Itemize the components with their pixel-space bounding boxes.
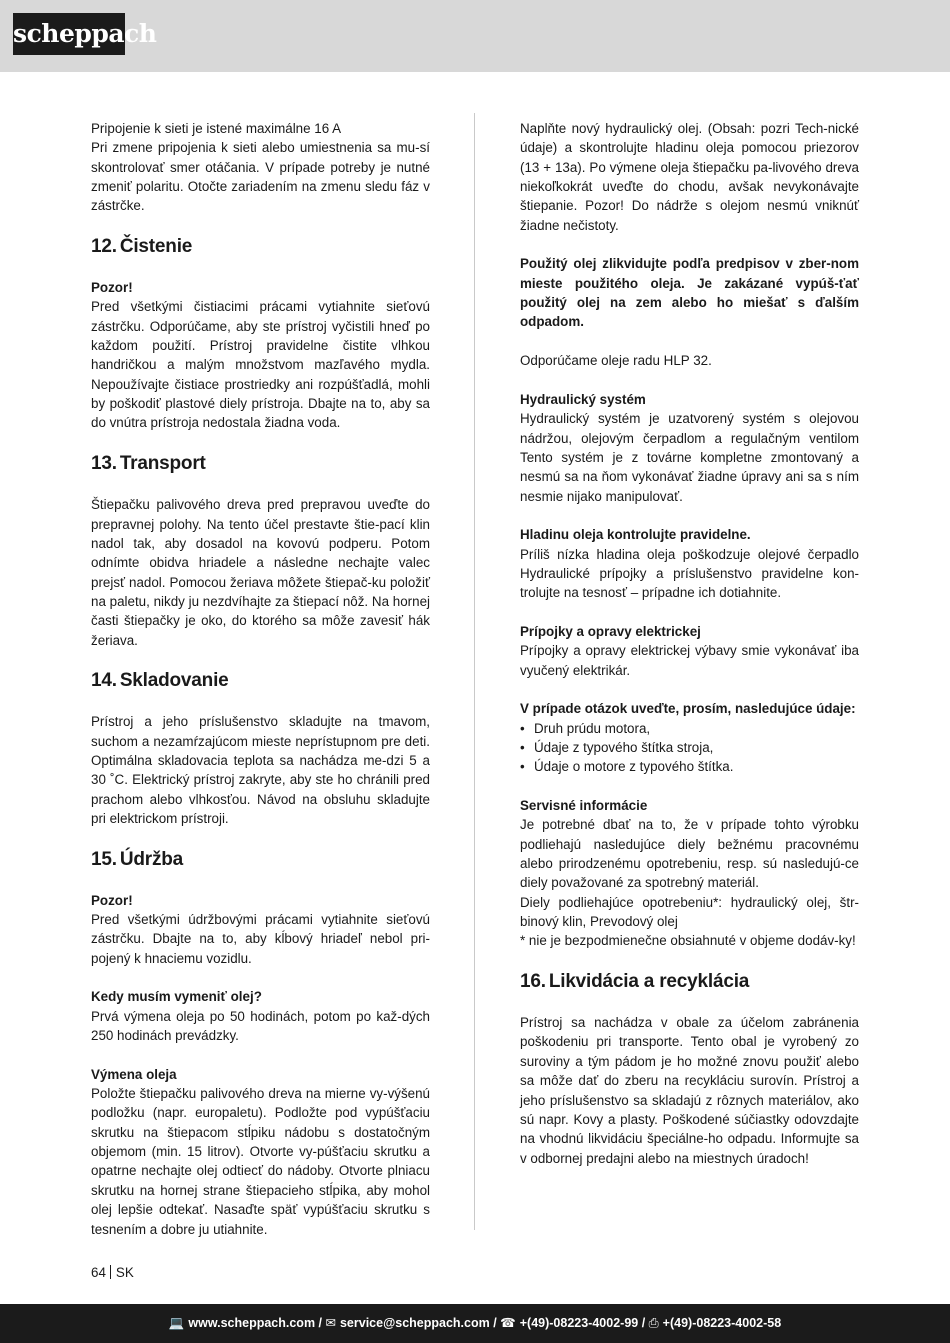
caution-label: Pozor! [91,280,133,296]
scheppach-logo: scheppach [13,13,125,55]
maintenance-text: Pred všetkými údržbovými prácami vytiahnite sieťovú zástrčku. Dbajte na to, aby kĺbový hriadeľ nebol pri-pojený k hnaciemu vozidlu. [91,912,430,966]
section-title: Transport [119,453,206,475]
page-number-value: 64 [91,1265,106,1280]
page-number-divider [110,1265,111,1279]
phone-icon: ☎ [500,1316,516,1330]
section-number: 13. [91,453,117,475]
caution-label: Pozor! [91,892,133,908]
section-title: Čistenie [119,236,193,258]
language-code: SK [115,1265,134,1280]
list-item: • Údaje o motore z typového štítka. [520,757,859,776]
footer-website: www.scheppach.com [188,1316,316,1330]
questions-label: V prípade otázok uveďte, prosím, nasledujúce údaje: [520,701,856,717]
column-divider [474,113,475,1230]
section-title: Údržba [119,848,184,870]
questions-list [520,719,859,777]
hydraulic-system-label: Hydraulický systém [520,391,646,407]
section-number: 12. [91,236,117,258]
electrical-label: Prípojky a opravy elektrickej [520,623,701,639]
list-item: • Druh prúdu motora, [520,719,859,738]
left-column [91,119,430,1239]
email-icon: ✉ [325,1316,336,1330]
storage-text: Prístroj a jeho príslušenstvo skladujte na tmavom, suchom a nezamŕzajúcom mieste neprístupnom pre deti. Optimálna skladovacia teplota sa nachádza me-dzi 5 a 30 ˚C. Elektrický prístroj zakryte, aby ste ho chránili pred prachom alebo vlhkosťou. Návod na obsluhu skladujte pri elektrickom prístroji. [91,714,430,826]
oil-change-interval-text: Prvá výmena oleja po 50 hodinách, potom po kaž-dých 250 hodinách prevádzky. [91,1008,430,1044]
oil-change-question-label: Kedy musím vymeniť olej? [91,989,262,1005]
section-number: 15. [91,848,117,870]
page-footer [0,1304,950,1343]
computer-icon: 💻 [168,1316,185,1330]
right-column [520,119,859,1168]
page-header [0,0,950,72]
footer-separator: / [489,1316,501,1330]
refill-oil-text: Naplňte nový hydraulický olej. (Obsah: pozri Tech-nické údaje) a skontrolujte hladinu oleja pomocou priezorov (13 + 13a). Po výmene oleja štiepačku pa-livového dreva niekoľkokrát uveďte do chodu, avšak nevykonávajte štiepanie. Pozor! Do nádrže s olejom nesmú vniknúť žiadne nečistoty. [520,121,859,233]
hydraulic-system-text: Hydraulický systém je uzatvorený systém s olejovou nádržou, olejovým čerpadlom a regulačným ventilom Tento systém je z továrne kompletne zmontovaný a nesmú sa na ňom vykonávať žiadne úpravy ani sa s ním nesmie nijako manipulovať. [520,411,859,504]
service-info-text: Je potrebné dbať na to, že v prípade tohto výrobku podliehajú nasledujúce diely bežnému pracovnému alebo prirodzenému opotrebeniu, resp. sú nasledujú-ce diely považované za spotrebný materiál. Diely podliehajúce opotrebeniu*: hydraulický olej, štr-binový klin, Prevodový olej * nie je bezpodmienečne obsiahnuté v objeme dodáv-ky! [520,817,859,949]
list-item: • Údaje z typového štítka stroja, [520,738,859,757]
section-number: 16. [520,971,546,993]
oil-change-label: Výmena oleja [91,1066,177,1082]
disposal-text: Prístroj sa nachádza v obale za účelom zabránenia poškodeniu pri transporte. Tento obal je vyrobený zo suroviny a tým pádom je ho možné znovu použiť alebo sa môže dať do zberu na recykláciu surovín. Prístroj a jeho príslušenstvo sa skladajú z rôznych materiálov, ako sú napr. Kovy a plasty. Poškodené súčiastky odovzdajte na vhodnú likvidáciu špeciálne-ho odpadu. Informujte sa v odbornej predajni alebo na miestnych úradoch! [520,1015,859,1166]
oil-disposal-warning: Použitý olej zlikvidujte podľa predpisov v zber-nom mieste použitého oleja. Je zakázané vypúš-ťať použitý olej na zem alebo ho miešať s ďalším odpadom. [520,256,859,330]
oil-level-text: Príliš nízka hladina oleja poškodzuje olejové čerpadlo Hydraulické prípojky a príslušenstvo pravidelne kon-trolujte na tesnosť – prípadne ich dotiahnite. [520,546,859,601]
oil-change-text: Položte štiepačku palivového dreva na mierne vy-výšenú podložku (napr. europaletu). Podložte pod vypúšťaciu skrutku na štiepacom stĺpiku nádobu s dostatočným objemom (min. 15 litrov). Otvorte vy-púšťaciu skrutku a opatrne nechajte olej odtiecť do nádoby. Otvorte plniacu skrutku na hornej strane štiepacieho stĺpika, aby mohol olej lepšie odtekať. Nasaďte späť vypúšťaciu skrutku s tesnením a dobre ju utiahnite. [91,1086,430,1237]
section-15-heading [91,848,430,872]
section-title: Skladovanie [119,670,229,692]
section-number: 14. [91,670,117,692]
footer-phone: +(49)-08223-4002-99 [519,1316,639,1330]
fax-icon: ⎙ [648,1316,659,1330]
service-info-label: Servisné informácie [520,798,648,814]
footer-separator: / [638,1316,649,1330]
electrical-text: Prípojky a opravy elektrickej výbavy smie vykonávať iba vyučený elektrikár. [520,643,859,678]
cleaning-text: Pred všetkými čistiacimi prácami vytiahnite sieťovú zástrčku. Odporúčame, aby ste prístroj vyčistili hneď po každom použití. Prístroj pravidelne čistite vlhkou handričkou a malým množstvom mazľavého mydla. Nepoužívajte čistiace prostriedky ani rozpúšťadlá, mohli by poškodiť plastové diely prístroja. Dbajte na to, aby sa do vnútra prístroja nedostala žiadna voda. [91,299,430,431]
oil-level-label: Hladinu oleja kontrolujte pravidelne. [520,527,751,543]
page-number [91,1265,134,1280]
section-12-heading [91,235,430,259]
intro-paragraph: Pripojenie k sieti je istené maximálne 16 A Pri zmene pripojenia k sieti alebo umiestnenia sa mu-sí skontrolovať smer otáčania. V prípade potreby je nutné zmeniť polaritu. Otočte zariadením na zmenu sledu fáz v zástrčke. [91,121,430,214]
section-13-heading [91,452,430,476]
section-14-heading [91,669,430,693]
section-16-heading [520,970,859,994]
oil-recommendation: Odporúčame oleje radu HLP 32. [520,353,712,369]
footer-separator: / [315,1316,326,1330]
footer-email: service@scheppach.com [339,1316,490,1330]
transport-text: Štiepačku palivového dreva pred prepravou uveďte do prepravnej polohy. Na tento účel prestavte štie-pací klin nadol tak, aby dosadol na kovovú podperu. Potom odnímte obidva hriadele a následne nechajte valec prejsť nadol. Pomocou žeriava môžete štiepač-ku položiť na paletu, nikdy ju nezdvíhajte za štiepací nôž. Na hornej časti štiepačky je oko, do ktorého sa môže zavesiť hák žeriava. [91,497,430,648]
section-title: Likvidácia a recyklácia [548,971,750,993]
footer-fax: +(49)-08223-4002-58 [662,1316,782,1330]
